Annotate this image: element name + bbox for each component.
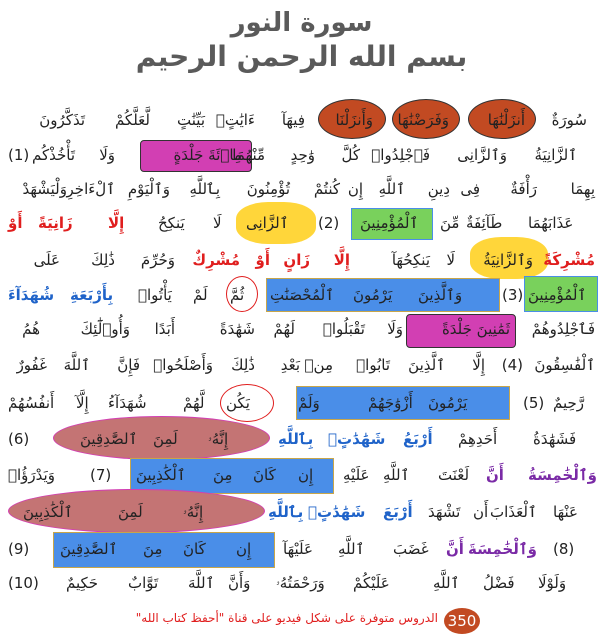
word: فَٱجْلِدُوهُمْ [531,320,595,338]
word: بِٱللَّهِ [278,430,314,448]
word: فَإِنَّ [117,356,140,374]
word: بِهِمَا [570,180,595,198]
word: ٱلْمُحْصَنَٰتِ [270,286,334,304]
verse-number: (1) [8,146,30,164]
word: أَنَّ [446,540,464,558]
word: زَانٍ [283,251,310,269]
verse-line [8,174,595,208]
word: أَوْ [8,214,23,232]
word: كُنتُمْ [313,180,340,198]
word: تَوَّابٌ [128,574,159,592]
word: إِلَّا [333,251,350,269]
word: تَابُوا۟ [356,356,390,374]
word: ٱلزَّانِى [246,214,289,232]
verse-number: (7) [90,466,112,484]
word: مِنَ [213,466,233,484]
word: لَّعَلَّكُمْ [114,111,150,129]
verse-line [8,280,595,314]
word: زَانِيَةً [38,214,73,232]
word: ٱللَّهَ [63,356,90,374]
word: وَٰحِدٍ [290,146,315,164]
word: وَٱلزَّانِيَةُ [483,251,533,269]
word: شَهَٰدَٰتٍۭ [308,503,366,521]
verse-number: (6) [8,430,30,448]
word: ٱللَّهِ [433,574,460,592]
word: بِٱللَّهِ [189,180,220,198]
word: مِّنْهُمَا [232,146,265,164]
word: إِنَّهُۥ [183,503,204,521]
page-number-badge: 350 [444,608,480,634]
word: يَرْمُونَ [353,286,393,304]
word: مِا۟ئَةَ جَلْدَةٍ [173,146,242,164]
verse-line [8,568,595,602]
word: وَأَصْلَحُوا۟ [153,356,213,374]
word: سُورَةٌ [551,111,587,129]
word: وَلْيَشْهَدْ [22,180,67,198]
word: لَا [213,214,222,232]
word: إِلَّا [472,356,485,374]
word: غَضَبَ [393,540,429,558]
verse-number: (3) [502,286,524,304]
word: مِنۢ [304,356,333,374]
word: وَلَا [387,320,403,338]
verse-line [8,314,595,348]
word: أَوْ [255,251,270,269]
word: ٱلْكَٰذِبِينَ [136,466,186,484]
word: ٱلْعَذَابَ [490,503,537,521]
word: ٱلْمُؤْمِنِينَ [360,214,419,232]
word: ٱلَّذِينَ [408,356,445,374]
word: مِّنَ [440,214,460,232]
word: وَفَرَضْنَٰهَا [397,111,449,129]
word: فَشَهَٰدَةُ [533,430,577,448]
word: أَنفُسُهُمْ [8,394,55,412]
word: ٱللَّهِ [378,180,405,198]
word: وَٱلَّذِينَ [418,286,463,304]
word: مُشْرِكَةً [543,251,595,269]
word: تُؤْمِنُونَ [246,180,290,198]
word: هُمُ [22,320,40,338]
word: تَأْخُذْكُم [31,146,75,164]
word: يَأْتُوا۟ [138,286,172,304]
word: ٱلصَّٰدِقِينَ [60,540,118,558]
word: شَهَٰدَٰتٍۭ [328,430,386,448]
verse-line [8,140,595,174]
word: عَذَابَهُمَا [528,214,574,232]
word: أَرْبَعُ [403,430,433,448]
word: وَأَنزَلْنَا [335,111,373,129]
word: عَلَى [33,251,60,269]
word: بَعْدِ [280,356,300,374]
word: وَأُو۟لَٰٓئِكَ [80,320,130,338]
word: دِينِ [427,180,450,198]
verse-number: (8) [553,540,575,558]
word: ٱللَّهِ [383,466,410,484]
word: شُهَدَآءَ [8,286,55,304]
word: كَانَ [183,540,206,558]
word: بِأَرْبَعَةِ [70,286,114,304]
basmala: بسم الله الرحمن الرحيم [135,40,468,73]
word: وَٱلزَّانِى [457,146,507,164]
word: إِنَّهُۥ [208,430,229,448]
word: أَرْبَعَ [383,503,413,521]
word: أَن [473,503,489,521]
word: ذَٰلِكَ [231,356,255,374]
word: لَهُمْ [273,320,295,338]
word: ٱلْفَٰسِقُونَ [534,356,595,374]
word: وَرَحْمَتُهُۥ [276,574,325,592]
word: ٱلْءَاخِرِ [66,180,115,198]
word: فِيهَآ [281,111,305,129]
word: ثَمَٰنِينَ جَلْدَةً [441,320,510,338]
word: وَٱلْخَٰمِسَةَ [468,540,537,558]
word: أَزْوَٰجَهُمْ [368,394,413,412]
word: فَضْلُ [483,574,515,592]
word: وَلَوْلَا [538,574,567,592]
word: لَعْنَتَ [438,466,470,484]
word: إِن [236,540,252,558]
word: أَنَّ [486,466,504,484]
word: مُشْرِكٌ [192,251,240,269]
word: وَلَمْ [298,394,320,412]
word: طَآئِفَةٌ [466,214,503,232]
word: وَٱلْيَوْمِ [127,180,170,198]
word: ءَايَٰتٍۭ [215,111,255,129]
verse-line [8,460,595,494]
word: إِلَّا [108,214,125,232]
word: شَهَٰدَةً [219,320,255,338]
verse-line [8,497,595,531]
word: لَا [446,251,455,269]
word: إِلَّآ [76,394,89,412]
word: إِن [298,466,314,484]
word: أَحَدِهِمْ [458,430,498,448]
word: فِى [460,180,480,198]
word: حَكِيمٌ [66,574,99,592]
word: ٱلزَّانِيَةُ [534,146,577,164]
word: ٱلْمُؤْمِنِينَ [528,286,587,304]
verse-line [8,424,595,458]
verse-line [8,245,595,279]
verse-line [8,105,595,139]
word: مِنَ [143,540,163,558]
word: يَكُن [226,394,250,412]
word: لَمْ [193,286,208,304]
word: لَمِنَ [118,503,143,521]
word: عَنْهَا [553,503,578,521]
word: عَلَيْهَآ [283,540,313,558]
word: غَفُورٌ [16,356,47,374]
word: لَمِنَ [153,430,178,448]
word: وَحُرِّمَ [140,251,175,269]
word: بَيِّنَٰتٍ [177,111,205,129]
word: ٱللَّهَ [188,574,215,592]
word: وَيَدْرَؤُا۟ [8,466,55,484]
verse-line [8,388,595,422]
word: أَنزَلْنَٰهَا [487,111,525,129]
word: رَّحِيمٌ [553,394,585,412]
word: كُلَّ [341,146,360,164]
surah-title: سورة النور [230,8,373,38]
word: ثُمَّ [230,286,245,304]
word: وَٱلْخَٰمِسَةُ [528,466,597,484]
word: عَلَيْكُمْ [353,574,390,592]
word: تَذَكَّرُونَ [39,111,85,129]
word: رَأْفَةٌ [510,180,537,198]
word: لَّهُمْ [183,394,205,412]
verse-line [8,534,595,568]
verse-number: (2) [318,214,340,232]
word: فَٱجْلِدُوا۟ [371,146,430,164]
word: يَنكِحُ [158,214,185,232]
word: كَانَ [253,466,276,484]
word: عَلَيْهِ [343,466,370,484]
word: تَقْبَلُوا۟ [322,320,365,338]
word: شُهَدَآءُ [108,394,147,412]
verse-number: (5) [523,394,545,412]
footer-note: الدروس متوفرة على شكل فيديو على قناة "أحفظ كتاب الله" [135,611,438,625]
word: وَأَنَّ [228,574,251,592]
word: بِٱللَّهِ [268,503,304,521]
word: يَنكِحُهَآ [391,251,430,269]
verse-number: (9) [8,540,30,558]
word: تَشْهَدَ [428,503,461,521]
word: ٱللَّهِ [338,540,365,558]
word: أَبَدًا [154,320,175,338]
verse-number: (4) [501,356,523,374]
verse-number: (10) [8,574,39,592]
word: ٱلصَّٰدِقِينَ [80,430,138,448]
word: وَلَا [99,146,115,164]
word: إِن [347,180,363,198]
word: يَرْمُونَ [428,394,468,412]
word: ذَٰلِكَ [91,251,115,269]
word: ٱلْكَٰذِبِينَ [23,503,73,521]
verse-line [8,350,595,384]
